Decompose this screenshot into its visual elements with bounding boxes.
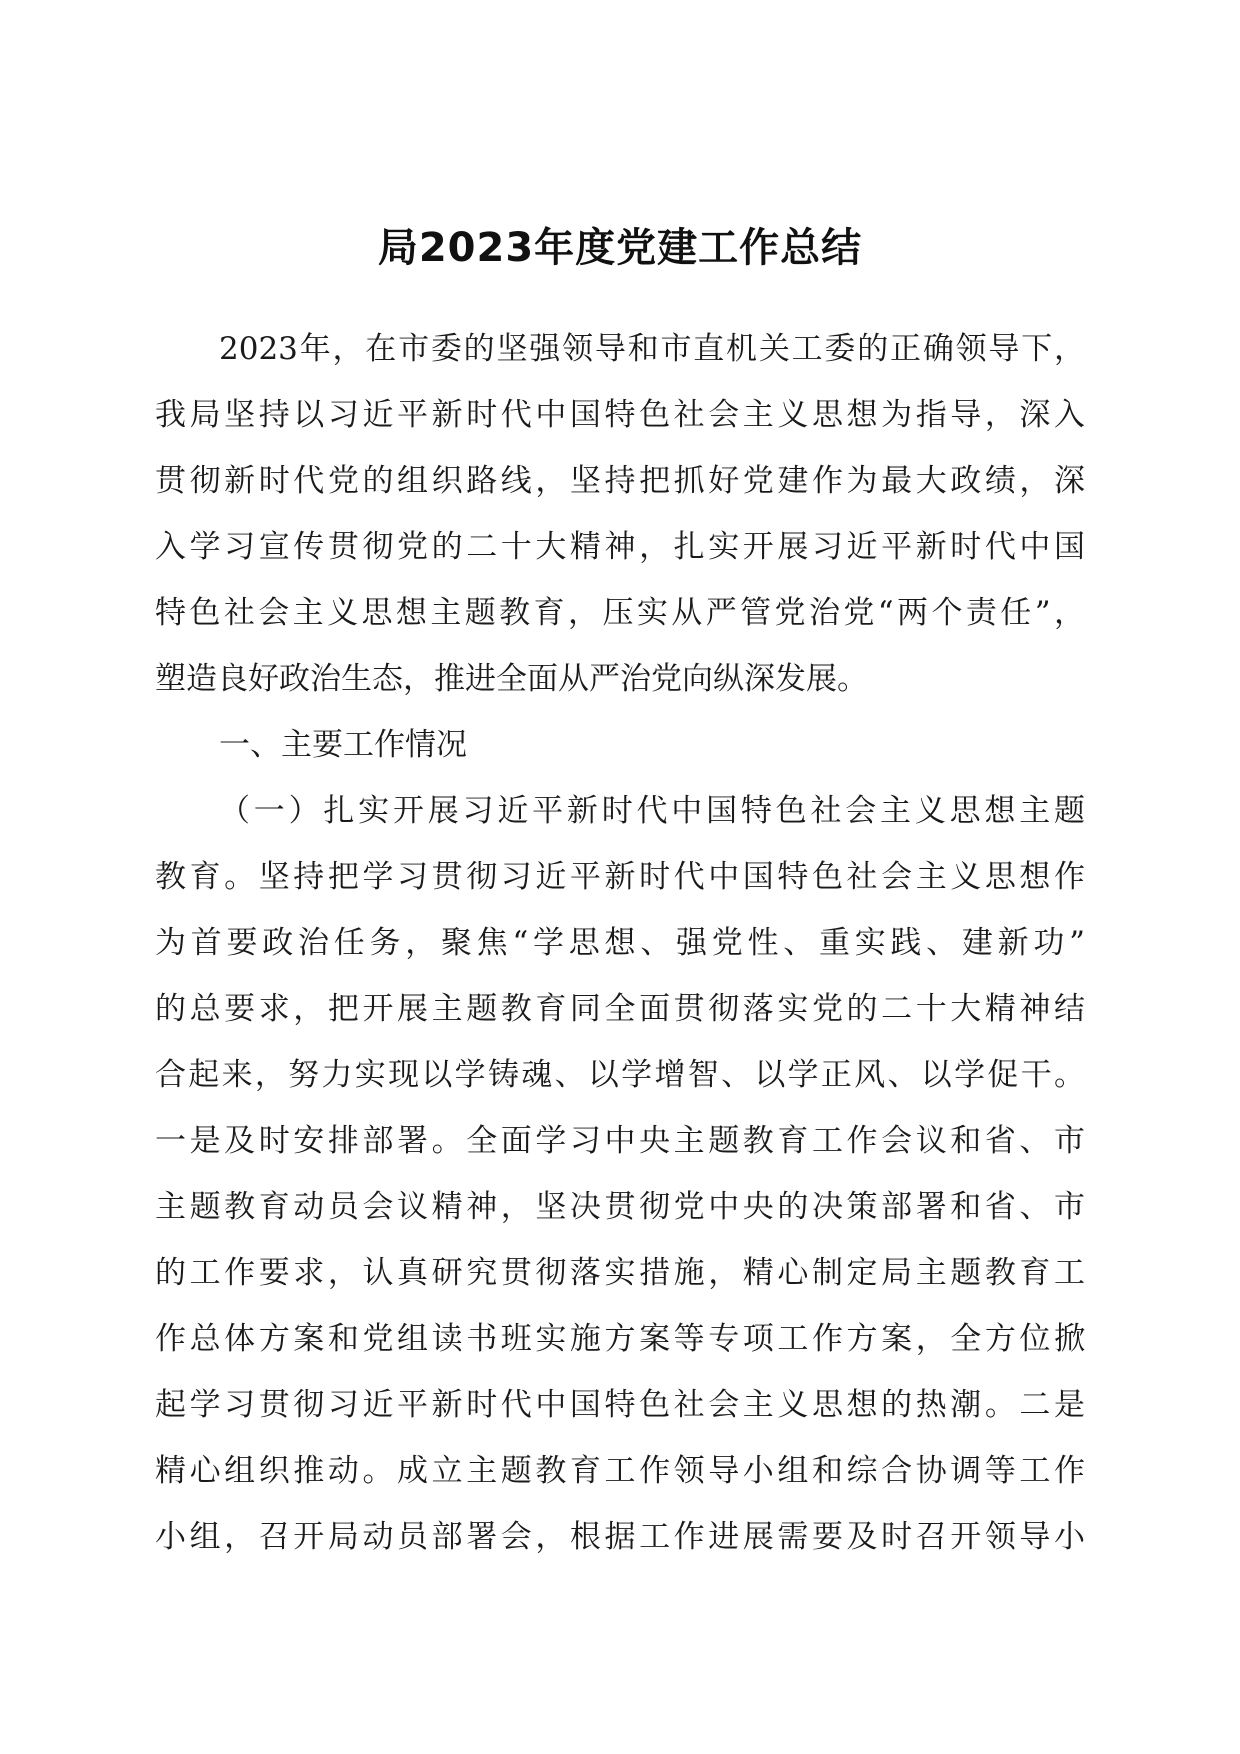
section1-line-4: 的总要求，把开展主题教育同全面贯彻落实党的二十大精神结 — [155, 991, 1085, 1027]
section1-line-1: （一）扎实开展习近平新时代中国特色社会主义思想主题 — [219, 793, 1085, 829]
intro-line-1: 2023年，在市委的坚强领导和市直机关工委的正确领导下， — [219, 331, 1085, 367]
intro-line-5: 特色社会主义思想主题教育，压实从严管党治党“两个责任”， — [155, 595, 1085, 631]
section1-line-6: 一是及时安排部署。全面学习中央主题教育工作会议和省、市 — [155, 1123, 1085, 1159]
section1-line-7: 主题教育动员会议精神，坚决贯彻党中央的决策部署和省、市 — [155, 1189, 1085, 1225]
intro-line-6: 塑造良好政治生态，推进全面从严治党向纵深发展。 — [155, 661, 868, 697]
intro-line-4: 入学习宣传贯彻党的二十大精神，扎实开展习近平新时代中国 — [155, 529, 1085, 565]
document-title: 局2023年度党建工作总结 — [377, 225, 863, 271]
section1-paragraph — [155, 778, 1085, 1570]
section1-line-2: 教育。坚持把学习贯彻习近平新时代中国特色社会主义思想作 — [155, 859, 1085, 895]
section1-line-12: 小组，召开局动员部署会，根据工作进展需要及时召开领导小 — [155, 1519, 1085, 1555]
section-heading-text: 一、主要工作情况 — [219, 727, 467, 763]
section-heading — [155, 712, 1085, 778]
section1-line-9: 作总体方案和党组读书班实施方案等专项工作方案，全方位掀 — [155, 1321, 1085, 1357]
section1-line-11: 精心组织推动。成立主题教育工作领导小组和综合协调等工作 — [155, 1453, 1085, 1489]
section1-line-10: 起学习贯彻习近平新时代中国特色社会主义思想的热潮。二是 — [155, 1387, 1085, 1423]
section1-line-8: 的工作要求，认真研究贯彻落实措施，精心制定局主题教育工 — [155, 1255, 1085, 1291]
section1-line-3: 为首要政治任务，聚焦“学思想、强党性、重实践、建新功” — [155, 925, 1085, 961]
section1-line-5: 合起来，努力实现以学铸魂、以学增智、以学正风、以学促干。 — [155, 1057, 1085, 1093]
intro-line-2: 我局坚持以习近平新时代中国特色社会主义思想为指导，深入 — [155, 397, 1085, 433]
intro-line-3: 贯彻新时代党的组织路线，坚持把抓好党建作为最大政绩，深 — [155, 463, 1085, 499]
intro-paragraph — [155, 316, 1085, 712]
